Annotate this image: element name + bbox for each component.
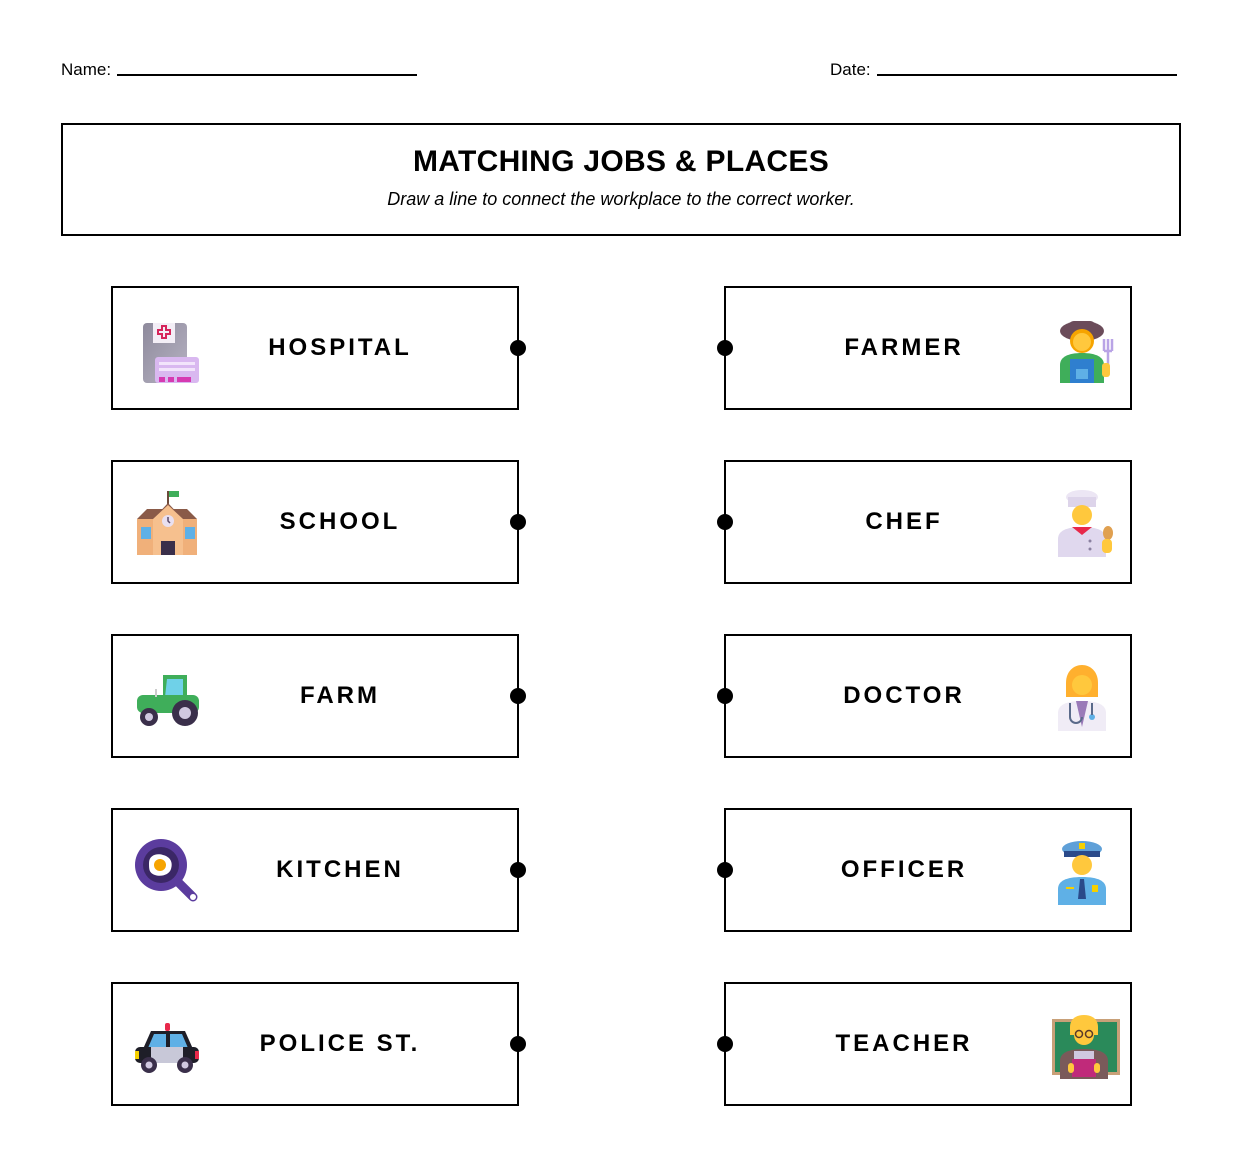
connection-dot[interactable]: [510, 862, 526, 878]
worker-label: TEACHER: [835, 1030, 973, 1057]
farmer-icon: [1052, 315, 1120, 383]
place-label: KITCHEN: [276, 856, 404, 883]
doctor-icon: [1052, 663, 1120, 731]
frying-pan-icon: [133, 837, 201, 905]
place-label: SCHOOL: [279, 508, 401, 535]
connection-dot[interactable]: [510, 340, 526, 356]
police-officer-icon: [1052, 837, 1120, 905]
hospital-icon: [133, 315, 201, 383]
worker-card-chef: [724, 460, 1132, 584]
place-label: HOSPITAL: [268, 334, 412, 361]
school-icon: [133, 489, 201, 557]
connection-dot[interactable]: [510, 1036, 526, 1052]
worker-card-farmer: [724, 286, 1132, 410]
title-box: [61, 123, 1181, 236]
place-label: FARM: [300, 682, 380, 709]
place-card-school: [111, 460, 519, 584]
worker-card-doctor: [724, 634, 1132, 758]
police-car-icon: [133, 1011, 201, 1079]
connection-dot[interactable]: [510, 514, 526, 530]
worker-label: DOCTOR: [843, 682, 965, 709]
name-blank-line[interactable]: [117, 74, 417, 76]
place-card-police-station: [111, 982, 519, 1106]
worker-label: OFFICER: [840, 856, 968, 883]
place-card-farm: [111, 634, 519, 758]
worker-card-officer: [724, 808, 1132, 932]
place-label: POLICE ST.: [259, 1030, 421, 1057]
date-label: Date:: [830, 60, 871, 79]
instructions: Draw a line to connect the workplace to the correct worker.: [387, 189, 855, 209]
place-card-hospital: [111, 286, 519, 410]
worker-label: CHEF: [865, 508, 943, 535]
date-field: [830, 60, 1177, 80]
date-blank-line[interactable]: [877, 74, 1177, 76]
worker-card-teacher: [724, 982, 1132, 1106]
tractor-icon: [133, 663, 201, 731]
place-card-kitchen: [111, 808, 519, 932]
page-title: MATCHING JOBS & PLACES: [412, 145, 830, 178]
connection-dot[interactable]: [510, 688, 526, 704]
chef-icon: [1052, 489, 1120, 557]
name-label: Name:: [61, 60, 112, 79]
name-field: [61, 60, 417, 80]
teacher-icon: [1052, 1011, 1120, 1079]
worker-label: FARMER: [844, 334, 964, 361]
